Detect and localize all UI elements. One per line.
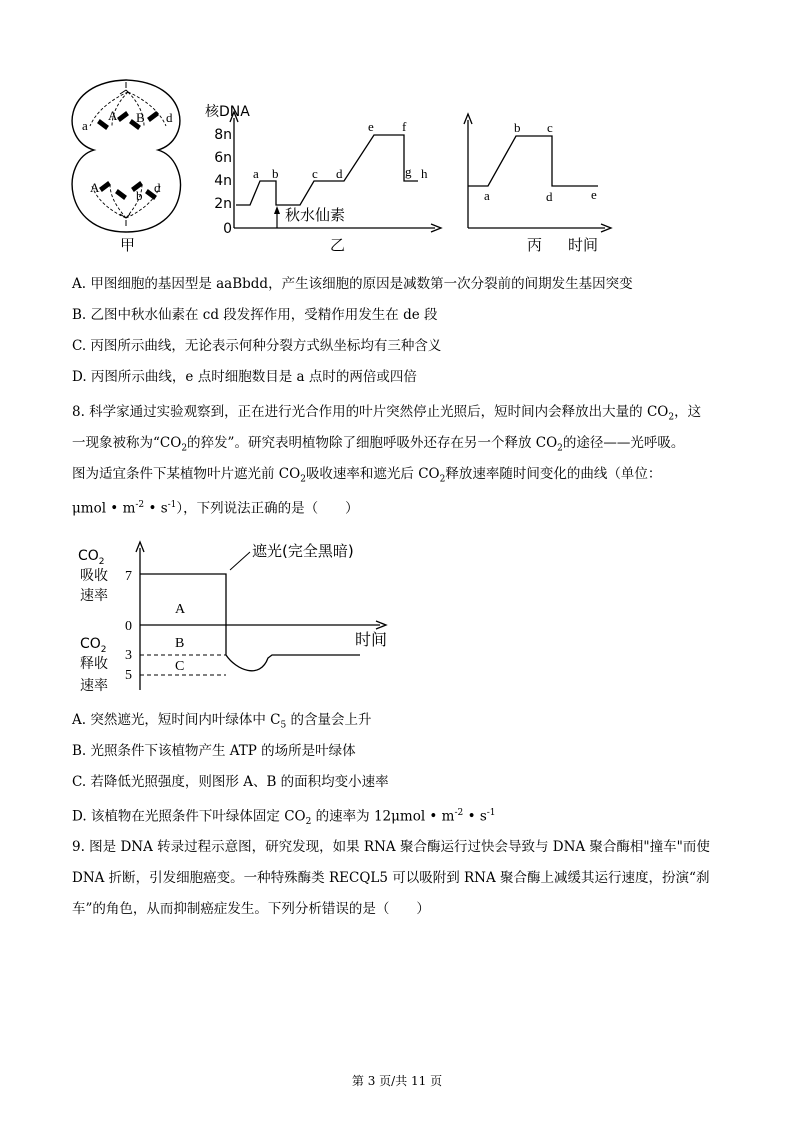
fig8-tick-0: 0	[125, 619, 132, 634]
q9-stem-line-3: 车”的角色，从而抑制癌症发生。下列分析错误的是（ ）	[72, 901, 430, 917]
fig8-region-A: A	[175, 602, 186, 617]
fig8-tick-5: 5	[125, 668, 132, 683]
yi-point-c: c	[312, 166, 318, 181]
jia-label-A: A	[108, 108, 118, 123]
q7-option-d: D. 丙图所示曲线，e 点时细胞数目是 a 点时的两倍或四倍	[72, 369, 417, 385]
jia-cell-diagram	[72, 80, 180, 232]
yi-point-h: h	[421, 166, 428, 181]
yi-point-e: e	[368, 119, 374, 134]
yi-ytick-8n: 8n	[214, 127, 232, 143]
bing-point-b: b	[514, 120, 521, 135]
jia-label-B: B	[136, 110, 145, 125]
page-footer: 第 3 页/共 11 页	[351, 1074, 443, 1088]
jia-caption: 甲	[120, 236, 136, 254]
q9-stem-line-2: DNA 折断，引发细胞癌变。一种特殊酶类 RECQL5 可以吸附到 RNA 聚合酶上减缓其运行速度，扮演“刹	[72, 870, 710, 886]
bing-curve	[468, 136, 598, 186]
fig8-ylabel-bottom-co2: $CO_2$	[80, 636, 107, 655]
bing-caption: 丙	[527, 236, 543, 254]
q7-option-b: B. 乙图中秋水仙素在 cd 段发挥作用，受精作用发生在 de 段	[72, 307, 438, 323]
jia-label-A2: A	[90, 180, 100, 195]
bing-point-e: e	[591, 187, 597, 202]
q8-stem-line-4: μmol • $m^{-2}$ • $s^{-1}$），下列说法正确的是（ ）	[72, 500, 359, 517]
fig8-callout-darkness: 遮光(完全黑暗)	[252, 542, 354, 560]
yi-ytick-0: 0	[223, 221, 232, 237]
bing-point-c: c	[547, 120, 553, 135]
jia-label-b: b	[136, 188, 143, 203]
fig8-ylabel-top-co2: $CO_2$	[78, 548, 105, 567]
co2-rate-figure	[0, 530, 794, 700]
bing-point-a: a	[484, 188, 490, 203]
yi-point-f: f	[402, 119, 407, 134]
fig8-xlabel: 时间	[355, 630, 388, 649]
fig8-ylabel-top-absorb: 吸收	[80, 568, 108, 584]
q8-stem-line-1: 8. 科学家通过实验观察到，正在进行光合作用的叶片突然停止光照后，短时间内会释放出大量的 $CO_2$，这	[72, 404, 702, 423]
yi-annotation-colchicine: 秋水仙素	[285, 206, 346, 224]
yi-point-b: b	[272, 166, 279, 181]
q8-option-a: A. 突然遮光，短时间内叶绿体中 $C_5$ 的含量会上升	[72, 712, 372, 731]
fig8-ylabel-bottom-rate: 速率	[80, 678, 108, 694]
yi-ylabel: 核DNA	[205, 104, 250, 120]
fig8-ylabel-top-rate: 速率	[80, 588, 108, 604]
bing-chart	[464, 114, 611, 254]
bing-point-d: d	[546, 189, 553, 204]
jia-label-a: a	[82, 118, 88, 133]
q8-stem-line-3: 图为适宜条件下某植物叶片遮光前 $CO_2$吸收速率和遮光后 $CO_2$释放速率随时间变化的曲线（单位：	[72, 466, 662, 485]
yi-ytick-4n: 4n	[214, 173, 232, 189]
q7-option-c: C. 丙图所示曲线，无论表示何种分裂方式纵坐标均有三种含义	[72, 338, 442, 354]
yi-point-a: a	[253, 166, 259, 181]
jia-label-d2: d	[154, 180, 161, 195]
yi-chart	[205, 103, 441, 254]
fig8-region-B: B	[175, 636, 185, 651]
fig8-tick-7: 7	[125, 569, 132, 584]
q8-option-b: B. 光照条件下该植物产生 ATP 的场所是叶绿体	[72, 743, 356, 759]
yi-ytick-6n: 6n	[214, 150, 232, 166]
q8-stem-line-2: 一现象被称为“$CO_2$的猝发”。研究表明植物除了细胞呼吸外还存在另一个释放 $CO_2$的途径——光呼吸。	[72, 435, 685, 454]
bing-xlabel: 时间	[568, 236, 599, 254]
q7-option-a: A. 甲图细胞的基因型是 aaBbdd，产生该细胞的原因是减数第一次分裂前的间期发生基因突变	[72, 276, 633, 292]
yi-point-g: g	[405, 164, 412, 179]
yi-caption: 乙	[330, 236, 346, 254]
yi-curve	[236, 135, 418, 205]
q9-stem-line-1: 9. 图是 DNA 转录过程示意图，研究发现，如果 RNA 聚合酶运行过快会导致与 DNA 聚合酶相"撞车"而使	[72, 839, 710, 855]
cell-division-figure	[0, 0, 794, 265]
q8-option-d: D. 该植物在光照条件下叶绿体固定 $CO_2$ 的速率为 12μmol • $m^{-2}$ • $s^{-1}$	[72, 808, 496, 828]
jia-label-d: d	[166, 110, 173, 125]
fig8-release-curve	[226, 625, 360, 671]
q8-option-c: C. 若降低光照强度，则图形 A、B 的面积均变小速率	[72, 774, 389, 790]
fig8-ylabel-bottom-release: 释收	[80, 656, 108, 672]
fig8-region-C: C	[175, 659, 185, 674]
yi-ytick-2n: 2n	[214, 196, 232, 212]
fig8-tick-3: 3	[125, 648, 132, 663]
yi-point-d: d	[336, 166, 343, 181]
